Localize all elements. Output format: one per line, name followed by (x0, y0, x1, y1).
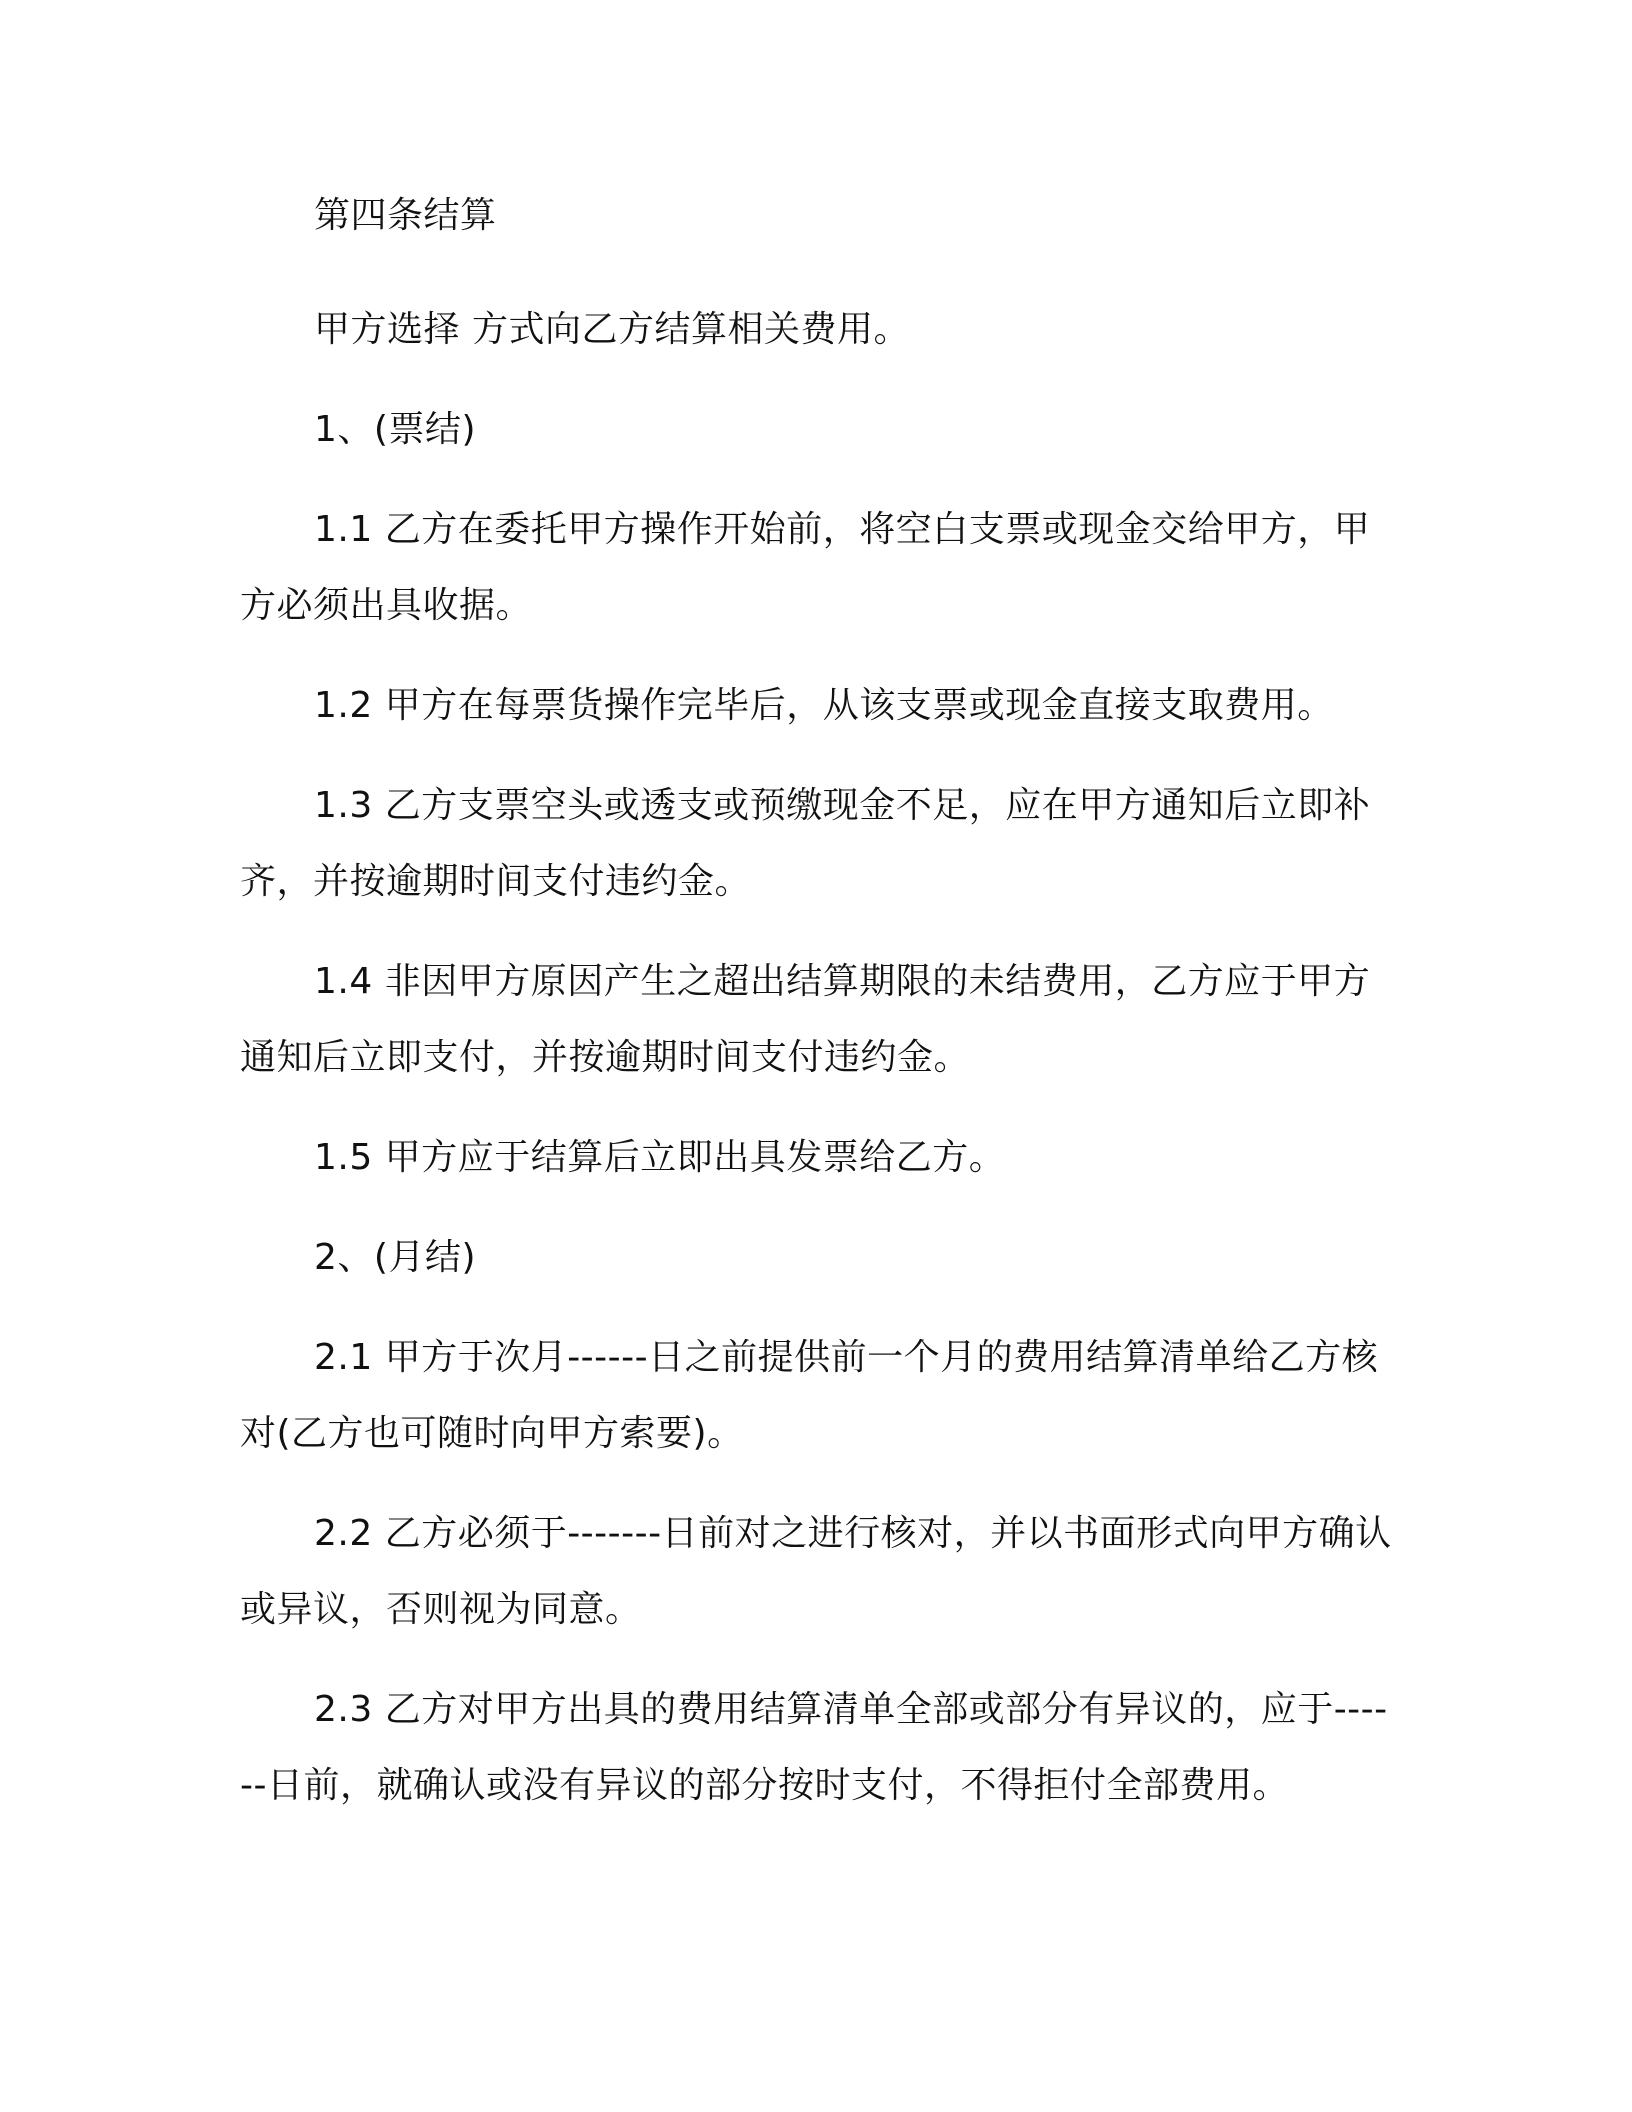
paragraph-1-2: 1.2 甲方在每票货操作完毕后，从该支票或现金直接支取费用。 (314, 685, 1334, 726)
document-body (240, 190, 1400, 1848)
paragraph-per-ticket-title: 1、(票结) (314, 409, 476, 450)
paragraph-settlement-method: 甲方选择 方式向乙方结算相关费用。 (314, 309, 910, 350)
paragraph-2-3: 2.3 乙方对甲方出具的费用结算清单全部或部分有异议的，应于------日前，就确认或没有异议的部分按时支付，不得拒付全部费用。 (240, 1689, 1388, 1806)
paragraph-1-5: 1.5 甲方应于结算后立即出具发票给乙方。 (314, 1137, 1006, 1178)
paragraph-1-1: 1.1 乙方在委托甲方操作开始前，将空白支票或现金交给甲方，甲方必须出具收据。 (240, 509, 1371, 626)
paragraph-1-3: 1.3 乙方支票空头或透支或预缴现金不足，应在甲方通知后立即补齐，并按逾期时间支付违约金。 (240, 785, 1371, 902)
paragraph-2-2: 2.2 乙方必须于-------日前对之进行核对，并以书面形式向甲方确认或异议，否则视为同意。 (240, 1513, 1392, 1630)
paragraph-monthly-title: 2、(月结) (314, 1237, 476, 1278)
paragraph-1-4: 1.4 非因甲方原因产生之超出结算期限的未结费用，乙方应于甲方通知后立即支付，并按逾期时间支付违约金。 (240, 961, 1371, 1078)
section-heading: 第四条结算 (314, 195, 497, 236)
paragraph-2-1: 2.1 甲方于次月------日之前提供前一个月的费用结算清单给乙方核对(乙方也可随时向甲方索要)。 (240, 1337, 1379, 1454)
